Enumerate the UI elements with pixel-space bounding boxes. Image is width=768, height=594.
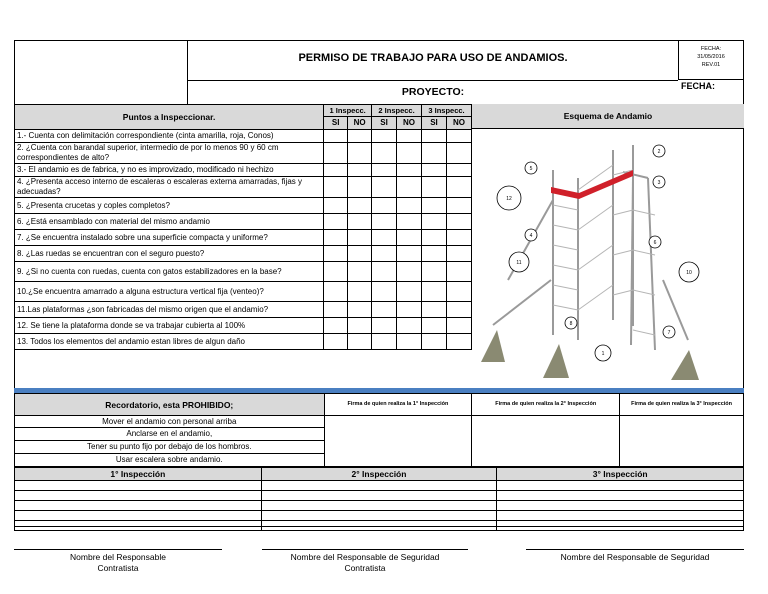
checkbox-cell[interactable] <box>348 282 372 302</box>
checkbox-cell[interactable] <box>397 230 422 246</box>
log-cell[interactable] <box>497 491 744 501</box>
diagram-callouts <box>497 145 699 361</box>
checkbox-cell[interactable] <box>372 230 397 246</box>
log-cell[interactable] <box>15 521 262 531</box>
log-cell[interactable] <box>261 481 497 491</box>
footer-safety-contractor: Nombre del Responsable de Seguridad Contratista <box>290 552 440 573</box>
checklist-row <box>15 262 472 282</box>
project-row-line <box>188 80 678 81</box>
checkbox-cell[interactable] <box>348 230 372 246</box>
checkbox-cell[interactable] <box>446 230 471 246</box>
checklist-item: 4. ¿Presenta acceso interno de escaleras o escaleras externa amarradas, fijas y adecuadas? <box>15 177 324 198</box>
checklist-item: 9. ¿Si no cuenta con ruedas, cuenta con gatos estabilizadores en la base? <box>15 262 324 282</box>
footer-line-3 <box>526 549 744 550</box>
checkbox-cell[interactable] <box>372 214 397 230</box>
callout-label: 2 <box>657 149 661 155</box>
checkbox-cell[interactable] <box>348 214 372 230</box>
cone-icon <box>671 350 699 380</box>
checkbox-cell[interactable] <box>422 318 447 334</box>
checkbox-cell[interactable] <box>324 334 348 350</box>
checklist-row <box>15 318 472 334</box>
log-cell[interactable] <box>497 481 744 491</box>
scaffold-diagram <box>473 130 743 388</box>
reminder-item: Usar escalera sobre andamio. <box>15 454 325 467</box>
checklist-item: 7. ¿Se encuentra instalado sobre una superficie compacta y uniforme? <box>15 230 324 246</box>
checkbox-cell[interactable] <box>372 334 397 350</box>
checkbox-cell[interactable] <box>324 302 348 318</box>
checkbox-cell[interactable] <box>397 198 422 214</box>
checkbox-cell[interactable] <box>397 334 422 350</box>
checkbox-cell[interactable] <box>372 302 397 318</box>
doc-info-rev: REV.01 <box>701 62 721 68</box>
checkbox-cell[interactable] <box>422 198 447 214</box>
checkbox-cell[interactable] <box>348 198 372 214</box>
checkbox-cell[interactable] <box>372 164 397 177</box>
checkbox-cell[interactable] <box>446 334 471 350</box>
checklist-row <box>15 198 472 214</box>
checkbox-cell[interactable] <box>446 262 471 282</box>
checkbox-cell[interactable] <box>422 262 447 282</box>
checklist-item: 10.¿Se encuentra amarrado a alguna estructura vertical fija (venteo)? <box>15 282 324 302</box>
checkbox-cell[interactable] <box>324 246 348 262</box>
checklist-item: 1.- Cuenta con delimitación correspondiente (cinta amarilla, roja, Conos) <box>15 130 324 143</box>
no-header: NO <box>446 117 471 130</box>
checklist-row <box>15 130 472 143</box>
log-cell[interactable] <box>261 521 497 531</box>
checkbox-cell[interactable] <box>446 246 471 262</box>
checkbox-cell[interactable] <box>348 164 372 177</box>
si-header: SI <box>422 117 447 130</box>
checkbox-cell[interactable] <box>397 164 422 177</box>
checkbox-cell[interactable] <box>324 214 348 230</box>
checklist-row <box>15 177 472 198</box>
reminder-header: Recordatorio, esta PROHIBIDO; <box>15 394 325 416</box>
si-header: SI <box>372 117 397 130</box>
checklist-item: 8. ¿Las ruedas se encuentran con el seguro puesto? <box>15 246 324 262</box>
checklist-table <box>14 104 472 350</box>
checkbox-cell[interactable] <box>446 130 471 143</box>
checkbox-cell[interactable] <box>324 130 348 143</box>
scaffold-rungs <box>553 165 655 335</box>
checkbox-cell[interactable] <box>348 246 372 262</box>
callout-label: 11 <box>516 260 522 266</box>
checklist-row <box>15 164 472 177</box>
checkbox-cell[interactable] <box>422 177 447 198</box>
callout-label: 7 <box>667 330 671 336</box>
checkbox-cell[interactable] <box>372 262 397 282</box>
checklist-row <box>15 246 472 262</box>
log-cell[interactable] <box>15 501 262 511</box>
checkbox-cell[interactable] <box>348 143 372 164</box>
doc-info <box>678 45 744 69</box>
no-header: NO <box>348 117 372 130</box>
checkbox-cell[interactable] <box>372 282 397 302</box>
log-cell[interactable] <box>261 491 497 501</box>
checkbox-cell[interactable] <box>446 214 471 230</box>
checkbox-cell[interactable] <box>372 130 397 143</box>
checkbox-cell[interactable] <box>324 143 348 164</box>
checklist-item: 11.Las plataformas ¿son fabricadas del mismo origen que el andamio? <box>15 302 324 318</box>
cone-icon <box>543 344 569 378</box>
reminder-item: Anclarse en el andamio, <box>15 428 325 441</box>
log-cell[interactable] <box>15 481 262 491</box>
log-cell[interactable] <box>261 501 497 511</box>
log-cell[interactable] <box>261 511 497 521</box>
form-title: PERMISO DE TRABAJO PARA USO DE ANDAMIOS. <box>298 52 568 64</box>
checkbox-cell[interactable] <box>324 282 348 302</box>
checkbox-cell[interactable] <box>446 318 471 334</box>
signature-3-field[interactable] <box>620 416 744 467</box>
callout-label: 6 <box>653 240 657 246</box>
signature-2-field[interactable] <box>472 416 620 467</box>
inspection-3-header: 3 Inspecc. <box>422 105 472 117</box>
callout-label: 1 <box>601 351 605 357</box>
no-header: NO <box>397 117 422 130</box>
checkbox-cell[interactable] <box>397 143 422 164</box>
checklist-row <box>15 214 472 230</box>
log-cell[interactable] <box>497 521 744 531</box>
signature-3-label: Firma de quien realiza la 3° Inspección <box>620 394 744 416</box>
checkbox-cell[interactable] <box>397 318 422 334</box>
checklist-row <box>15 282 472 302</box>
signature-2-label: Firma de quien realiza la 2° Inspección <box>472 394 620 416</box>
project-label: PROYECTO: <box>401 86 465 98</box>
checkbox-cell[interactable] <box>422 334 447 350</box>
callout-label: 8 <box>569 321 573 327</box>
log-row <box>15 511 744 521</box>
checkbox-cell[interactable] <box>324 262 348 282</box>
log-row <box>15 491 744 501</box>
checkbox-cell[interactable] <box>422 282 447 302</box>
checkbox-cell[interactable] <box>372 246 397 262</box>
checkbox-cell[interactable] <box>446 143 471 164</box>
diagram-header: Esquema de Andamio <box>472 104 744 129</box>
checkbox-cell[interactable] <box>422 130 447 143</box>
log-2-header: 2° Inspección <box>261 468 497 481</box>
checkbox-cell[interactable] <box>397 262 422 282</box>
callout-label: 12 <box>506 196 512 202</box>
checkbox-cell[interactable] <box>324 177 348 198</box>
si-header: SI <box>324 117 348 130</box>
checkbox-cell[interactable] <box>372 177 397 198</box>
checkbox-cell[interactable] <box>324 198 348 214</box>
cone-icon <box>481 330 505 362</box>
reminder-item: Mover el andamio con personal arriba <box>15 416 325 428</box>
checklist-item: 6. ¿Está ensamblado con material del mismo andamio <box>15 214 324 230</box>
reminder-item: Tener su punto fijo por debajo de los hombros. <box>15 441 325 454</box>
checkbox-cell[interactable] <box>422 246 447 262</box>
checklist-row <box>15 143 472 164</box>
log-cell[interactable] <box>15 511 262 521</box>
log-1-header: 1° Inspección <box>15 468 262 481</box>
checkbox-cell[interactable] <box>446 177 471 198</box>
checklist-row <box>15 334 472 350</box>
checkbox-cell[interactable] <box>348 262 372 282</box>
checkbox-cell[interactable] <box>348 318 372 334</box>
inspection-1-header: 1 Inspecc. <box>324 105 372 117</box>
checklist-item: 2. ¿Cuenta con barandal superior, intermedio de por lo menos 90 y 60 cm correspondientes de alto? <box>15 143 324 164</box>
log-row <box>15 501 744 511</box>
checkbox-cell[interactable] <box>397 177 422 198</box>
date-label: FECHA: <box>681 81 715 91</box>
checkbox-cell[interactable] <box>446 282 471 302</box>
checkbox-cell[interactable] <box>422 143 447 164</box>
callout-label: 5 <box>529 166 533 172</box>
checkbox-cell[interactable] <box>422 230 447 246</box>
logo-area <box>14 40 188 104</box>
checklist-item: 13. Todos los elementos del andamio estan libres de algun daño <box>15 334 324 350</box>
reminder-table <box>14 393 744 467</box>
checkbox-cell[interactable] <box>397 246 422 262</box>
checklist-item: 12. Se tiene la plataforma donde se va trabajar cubierta al 100% <box>15 318 324 334</box>
checkbox-cell[interactable] <box>422 164 447 177</box>
log-cell[interactable] <box>497 501 744 511</box>
checkbox-cell[interactable] <box>324 318 348 334</box>
checkbox-cell[interactable] <box>348 177 372 198</box>
inspection-log-table <box>14 467 744 531</box>
points-header: Puntos a Inspeccionar. <box>15 105 324 130</box>
checkbox-cell[interactable] <box>397 214 422 230</box>
checklist-item: 3.- El andamio es de fabrica, y no es improvizado, modificado ni hechizo <box>15 164 324 177</box>
checkbox-cell[interactable] <box>324 230 348 246</box>
callout-label: 3 <box>657 180 661 186</box>
footer-line-2 <box>262 549 468 550</box>
checkbox-cell[interactable] <box>372 318 397 334</box>
checkbox-cell[interactable] <box>397 282 422 302</box>
checkbox-cell[interactable] <box>372 198 397 214</box>
checkbox-cell[interactable] <box>446 302 471 318</box>
checkbox-cell[interactable] <box>324 164 348 177</box>
callout-label: 4 <box>529 233 533 239</box>
footer-safety: Nombre del Responsable de Seguridad <box>560 552 710 562</box>
log-cell[interactable] <box>497 511 744 521</box>
footer-contractor: Nombre del Responsable Contratista <box>70 552 166 573</box>
log-3-header: 3° Inspección <box>497 468 744 481</box>
checklist-item: 5. ¿Presenta crucetas y coples completos? <box>15 198 324 214</box>
checkbox-cell[interactable] <box>446 164 471 177</box>
checkbox-cell[interactable] <box>397 302 422 318</box>
signature-1-field[interactable] <box>324 416 472 467</box>
log-row <box>15 481 744 491</box>
checkbox-cell[interactable] <box>422 302 447 318</box>
callout-label: 10 <box>686 270 692 276</box>
log-cell[interactable] <box>15 491 262 501</box>
checkbox-cell[interactable] <box>372 143 397 164</box>
scaffold-platform <box>551 170 633 199</box>
checkbox-cell[interactable] <box>446 198 471 214</box>
checkbox-cell[interactable] <box>348 130 372 143</box>
checklist-row <box>15 230 472 246</box>
checkbox-cell[interactable] <box>348 302 372 318</box>
doc-info-date: 31/05/2016 <box>697 54 725 60</box>
checkbox-cell[interactable] <box>422 214 447 230</box>
checkbox-cell[interactable] <box>348 334 372 350</box>
signature-1-label: Firma de quien realiza la 1° Inspección <box>324 394 472 416</box>
footer-line-1 <box>14 549 222 550</box>
checkbox-cell[interactable] <box>397 130 422 143</box>
log-row <box>15 521 744 531</box>
inspection-2-header: 2 Inspecc. <box>372 105 422 117</box>
checklist-row <box>15 302 472 318</box>
doc-info-date-label: FECHA: <box>700 46 722 52</box>
